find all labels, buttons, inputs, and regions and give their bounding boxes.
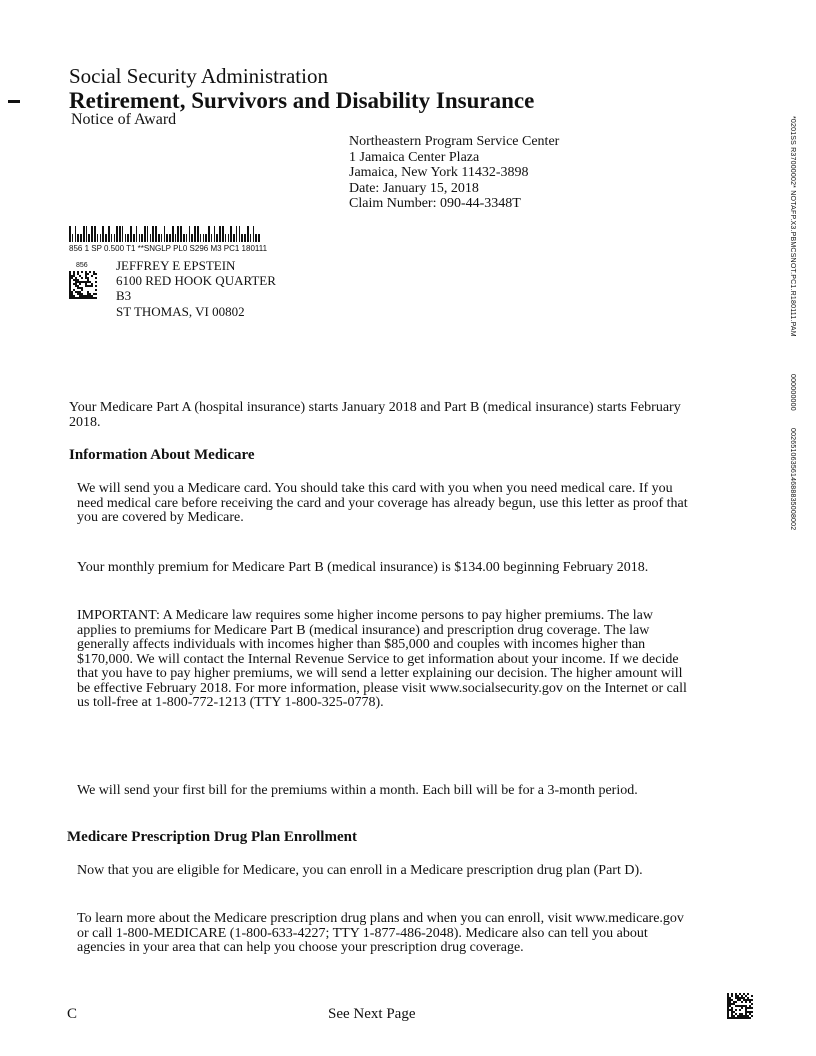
barcode-bar <box>161 234 163 242</box>
barcode-bar <box>122 226 124 242</box>
sequence-number: 856 <box>76 262 88 269</box>
recipient-name: JEFFREY E EPSTEIN <box>116 258 236 273</box>
barcode-bar <box>230 226 232 242</box>
barcode-bar <box>72 234 74 242</box>
barcode-bar <box>172 226 174 242</box>
barcode-bar <box>116 226 118 242</box>
barcode-bar <box>200 234 202 242</box>
margin-count: 000000000 <box>789 374 796 411</box>
barcode-bar <box>100 234 102 242</box>
intro-paragraph: Your Medicare Part A (hospital insurance) starts January 2018 and Part B (medical insurance) starts February 2018. <box>69 400 681 430</box>
barcode-bar <box>75 226 77 242</box>
barcode-bar <box>189 226 191 242</box>
claim-number: Claim Number: 090-44-3348T <box>349 196 521 211</box>
barcode-bar <box>233 234 235 242</box>
barcode-bar <box>119 226 121 242</box>
barcode-bar <box>222 226 224 242</box>
see-next-page: See Next Page <box>328 1006 416 1022</box>
barcode-bar <box>169 234 171 242</box>
barcode-bar <box>150 234 152 242</box>
barcode-bar <box>211 234 213 242</box>
matrix-cell <box>95 297 97 299</box>
office-city: Jamaica, New York 11432-3898 <box>349 165 529 180</box>
barcode-bar <box>228 234 230 242</box>
office-address-block <box>349 134 559 212</box>
barcode-bar <box>191 234 193 242</box>
postal-barcode <box>69 226 260 242</box>
barcode-bar <box>88 234 90 242</box>
barcode-bar <box>133 234 135 242</box>
barcode-bar <box>114 234 116 242</box>
barcode-bar <box>108 226 110 242</box>
barcode-bar <box>69 226 71 242</box>
barcode-bar <box>258 234 260 242</box>
recipient-address <box>116 258 276 319</box>
barcode-bar <box>203 234 205 242</box>
margin-codes <box>784 116 808 546</box>
barcode-bar <box>247 226 249 242</box>
premium-paragraph: Your monthly premium for Medicare Part B (medical insurance) is $134.00 beginning February 2018. <box>77 560 649 575</box>
barcode-bar <box>166 234 168 242</box>
barcode-bar <box>141 234 143 242</box>
barcode-bar <box>214 226 216 242</box>
barcode-bar <box>219 226 221 242</box>
program-title: Retirement, Survivors and Disability Insurance <box>69 88 535 113</box>
section-heading-drug-plan: Medicare Prescription Drug Plan Enrollment <box>67 829 357 845</box>
margin-mark <box>8 100 20 103</box>
barcode-bar <box>244 234 246 242</box>
barcode-bar <box>216 234 218 242</box>
barcode-bar <box>208 226 210 242</box>
barcode-bar <box>164 226 166 242</box>
barcode-bar <box>197 226 199 242</box>
barcode-bar <box>130 226 132 242</box>
billing-paragraph: We will send your first bill for the premiums within a month. Each bill will be for a 3-month period. <box>77 783 638 798</box>
barcode-bar <box>158 234 160 242</box>
barcode-bar <box>236 226 238 242</box>
barcode-bar <box>183 234 185 242</box>
drug-plan-eligibility-paragraph: Now that you are eligible for Medicare, you can enroll in a Medicare prescription drug plan (Part D). <box>77 863 643 878</box>
barcode-bar <box>139 234 141 242</box>
office-street: 1 Jamaica Center Plaza <box>349 149 480 165</box>
barcode-bar <box>147 226 149 242</box>
barcode-bar <box>186 234 188 242</box>
barcode-bar <box>111 234 113 242</box>
barcode-bar <box>250 234 252 242</box>
barcode-bar <box>180 226 182 242</box>
barcode-bar <box>152 226 154 242</box>
notice-date: Date: January 15, 2018 <box>349 180 479 196</box>
barcode-bar <box>102 226 104 242</box>
drug-plan-info-paragraph: To learn more about the Medicare prescription drug plans and when you can enroll, visit www.medicare.gov or call 1-800-MEDICARE (1-800-633-4227; TTY 1-877-486-2048). Medicare also can tell you about agencies in your area that can help you choose your prescription drug coverage. <box>77 911 684 955</box>
barcode-bar <box>125 234 127 242</box>
recipient-address-line1: 6100 RED HOOK QUARTER <box>116 273 276 289</box>
barcode-bar <box>205 234 207 242</box>
agency-name: Social Security Administration <box>69 64 328 88</box>
barcode-bar <box>77 234 79 242</box>
margin-tracking: 0026510635614688835008002 <box>789 428 796 531</box>
recipient-address-line3: ST THOMAS, VI 00802 <box>116 303 245 319</box>
margin-doc-code: *0201SS R37000002* NOTAFP.X3.PBMCSNOT.PC1.R180111.PAM <box>789 116 796 337</box>
barcode-bar <box>91 226 93 242</box>
address-2d-barcode <box>69 271 97 299</box>
footer-2d-barcode <box>727 993 753 1019</box>
barcode-bar <box>83 226 85 242</box>
barcode-bar <box>177 226 179 242</box>
barcode-bar <box>127 234 129 242</box>
barcode-bar <box>225 234 227 242</box>
barcode-bar <box>80 234 82 242</box>
important-paragraph: IMPORTANT: A Medicare law requires some higher income persons to pay higher premiums. The law applies to premiums for Medicare Part B (medical insurance) and prescription drug coverage. The law generally affects individuals with incomes higher than $85,000 and couples with incomes higher than $170,000. We will contact the Internal Revenue Service to get information about your income. If we decide that you have to pay higher premiums, we will send a letter explaining our decision. The higher amount will be effective February 2018. For more information, please visit www.socialsecurity.gov on the Internet or call us toll-free at 1-800-772-1213 (TTY 1-800-325-0778). <box>77 608 687 710</box>
section-heading-medicare-info: Information About Medicare <box>69 447 255 463</box>
recipient-address-line2: B3 <box>116 288 132 304</box>
barcode-bar <box>155 226 157 242</box>
notice-type: Notice of Award <box>71 111 177 128</box>
barcode-bar <box>253 226 255 242</box>
barcode-bar <box>94 226 96 242</box>
page-letter: C <box>67 1006 78 1022</box>
barcode-bar <box>241 234 243 242</box>
barcode-bar <box>86 226 88 242</box>
office-name: Northeastern Program Service Center <box>349 134 560 149</box>
matrix-cell <box>751 1017 753 1019</box>
barcode-bar <box>194 226 196 242</box>
barcode-bar <box>136 226 138 242</box>
barcode-bar <box>97 234 99 242</box>
barcode-bar <box>255 234 257 242</box>
medicare-card-paragraph: We will send you a Medicare card. You should take this card with you when you need medical care. If you need medical care before receiving the card and your coverage has already begun, use this letter as proof that you are covered by Medicare. <box>77 481 688 525</box>
barcode-bar <box>175 234 177 242</box>
routing-code: 856 1 SP 0.500 T1 **SNGLP PL0 S296 M3 PC1 180111 <box>69 244 268 253</box>
barcode-bar <box>105 234 107 242</box>
barcode-bar <box>144 226 146 242</box>
barcode-bar <box>239 226 241 242</box>
